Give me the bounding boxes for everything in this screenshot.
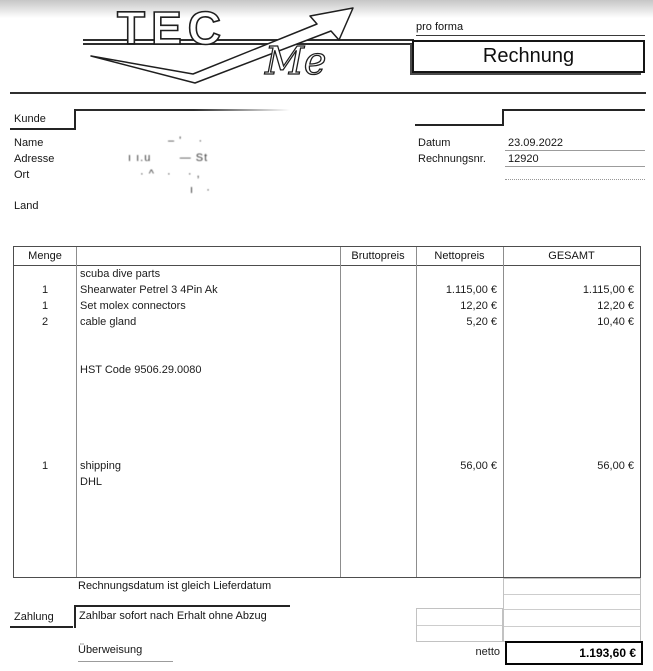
cell-gesamt — [503, 426, 640, 442]
delivery-note: Rechnungsdatum ist gleich Lieferdatum — [78, 580, 272, 592]
table-vline-1 — [76, 247, 77, 577]
cell-menge — [14, 330, 76, 346]
company-logo — [55, 4, 415, 84]
cell-bruttopreis — [340, 330, 416, 346]
cell-menge — [14, 490, 76, 506]
table-vline-4 — [503, 247, 504, 577]
zahlung-label: Zahlung — [14, 611, 54, 623]
cell-bruttopreis — [340, 458, 416, 474]
cell-nettopreis: 5,20 € — [466, 316, 497, 328]
cell-menge — [14, 410, 76, 426]
table-row — [14, 522, 640, 538]
cell-description — [76, 426, 340, 442]
zahlung-underline — [10, 626, 73, 628]
cell-nettopreis — [416, 506, 503, 522]
cell-description — [76, 346, 340, 362]
cell-bruttopreis — [340, 474, 416, 490]
cell-gesamt — [503, 394, 640, 410]
table-row — [14, 426, 640, 442]
redacted-name-value: – ' · — [168, 135, 204, 147]
total-amount-box — [505, 641, 643, 665]
cell-description — [76, 394, 340, 410]
cell-description — [76, 522, 340, 538]
rechnungsnr-label: Rechnungsnr. — [418, 153, 486, 165]
redacted-adresse-value: ı ı.u — St — [128, 152, 209, 164]
cell-gesamt — [503, 474, 640, 490]
kunde-box-vline — [74, 109, 76, 130]
cell-description — [76, 410, 340, 426]
land-label: Land — [14, 200, 39, 212]
gesamt-extension-cells — [503, 578, 641, 642]
cell-description — [76, 506, 340, 522]
cell-nettopreis — [416, 490, 503, 506]
cell-description: shipping — [80, 460, 121, 472]
cell-nettopreis — [416, 410, 503, 426]
cell-menge — [14, 442, 76, 458]
cell-menge — [14, 538, 76, 554]
cell-bruttopreis — [340, 522, 416, 538]
rechnungsnr-underline — [505, 166, 645, 167]
table-row — [14, 458, 640, 474]
table-row — [14, 474, 640, 490]
table-row — [14, 298, 640, 314]
kunde-box-topline — [76, 109, 290, 111]
cell-nettopreis — [416, 346, 503, 362]
cell-nettopreis — [416, 394, 503, 410]
payment-terms: Zahlbar sofort nach Erhalt ohne Abzug — [79, 610, 267, 622]
cell-nettopreis — [416, 378, 503, 394]
cell-menge — [14, 362, 76, 378]
cell-menge — [14, 346, 76, 362]
cell-description: cable gland — [80, 316, 137, 328]
table-row — [14, 506, 640, 522]
cell-gesamt — [503, 266, 640, 282]
cell-description — [76, 538, 340, 554]
table-row — [14, 410, 640, 426]
cell-gesamt: 10,40 € — [597, 316, 634, 328]
total-amount-value: 1.193,60 € — [579, 646, 636, 660]
cell-nettopreis — [416, 266, 503, 282]
cell-description: Shearwater Petrel 3 4Pin Ak — [80, 284, 218, 296]
table-row — [14, 282, 640, 298]
cell-gesamt — [503, 410, 640, 426]
cell-bruttopreis — [340, 506, 416, 522]
cell-bruttopreis — [340, 346, 416, 362]
cell-menge — [14, 474, 76, 490]
cell-description — [76, 490, 340, 506]
cell-bruttopreis — [340, 554, 416, 570]
redacted-ort-value: · ^ · · , — [140, 168, 201, 180]
table-row — [14, 490, 640, 506]
cell-gesamt — [503, 506, 640, 522]
cell-bruttopreis — [340, 410, 416, 426]
items-table-header — [14, 247, 640, 266]
cell-nettopreis — [416, 522, 503, 538]
cell-gesamt: 1.115,00 € — [582, 284, 634, 296]
cell-gesamt — [503, 362, 640, 378]
cell-bruttopreis — [340, 538, 416, 554]
redacted-extra-value: ı · — [190, 184, 211, 196]
kunde-underline — [10, 128, 75, 130]
cell-nettopreis — [416, 330, 503, 346]
table-row — [14, 554, 640, 570]
cell-menge — [14, 378, 76, 394]
cell-nettopreis — [416, 442, 503, 458]
ort-label: Ort — [14, 169, 30, 181]
cell-nettopreis — [416, 538, 503, 554]
table-row — [14, 346, 640, 362]
cell-description: HST Code 9506.29.0080 — [80, 364, 202, 376]
netto-extension-cells — [416, 608, 503, 642]
cell-menge: 1 — [41, 460, 49, 472]
cell-description — [76, 330, 340, 346]
table-row — [14, 362, 640, 378]
cell-gesamt — [503, 378, 640, 394]
cell-nettopreis — [416, 474, 503, 490]
table-vline-2 — [340, 247, 341, 577]
name-label: Name — [14, 137, 44, 149]
table-row — [14, 394, 640, 410]
cell-gesamt — [503, 522, 640, 538]
datum-underline — [505, 150, 645, 151]
cell-description: Set molex connectors — [80, 300, 186, 312]
cell-bruttopreis — [340, 266, 416, 282]
table-row — [14, 266, 640, 282]
customer-section-label: Kunde — [14, 113, 46, 125]
payment-method: Überweisung — [78, 644, 143, 656]
cell-description: scuba dive parts — [80, 268, 161, 280]
cell-bruttopreis — [340, 490, 416, 506]
pro-forma-label: pro forma — [416, 21, 645, 36]
cell-gesamt — [503, 330, 640, 346]
logo-text-tec: TEC — [117, 4, 227, 54]
cell-bruttopreis — [340, 426, 416, 442]
table-row — [14, 378, 640, 394]
cell-menge — [14, 522, 76, 538]
cell-gesamt — [503, 346, 640, 362]
cell-bruttopreis — [340, 298, 416, 314]
cell-bruttopreis — [340, 394, 416, 410]
cell-nettopreis — [416, 362, 503, 378]
cell-bruttopreis — [340, 442, 416, 458]
cell-bruttopreis — [340, 378, 416, 394]
cell-gesamt — [503, 538, 640, 554]
cell-nettopreis: 1.115,00 € — [445, 284, 497, 296]
table-row — [14, 314, 640, 330]
cell-gesamt — [503, 554, 640, 570]
cell-nettopreis: 12,20 € — [460, 300, 497, 312]
cell-gesamt — [503, 442, 640, 458]
cell-gesamt — [503, 490, 640, 506]
cell-gesamt: 12,20 € — [597, 300, 634, 312]
cell-bruttopreis — [340, 282, 416, 298]
table-row — [14, 442, 640, 458]
cell-description — [76, 378, 340, 394]
zahlung-box-vline — [74, 605, 76, 628]
cell-nettopreis — [416, 426, 503, 442]
info-box-leftline — [415, 124, 503, 126]
cell-nettopreis — [416, 554, 503, 570]
cell-gesamt: 56,00 € — [597, 460, 634, 472]
cell-menge — [14, 394, 76, 410]
table-row — [14, 330, 640, 346]
cell-nettopreis: 56,00 € — [460, 460, 497, 472]
logo-text-me: Me — [265, 39, 327, 83]
items-table-body — [14, 266, 640, 577]
payment-method-underline — [78, 661, 173, 662]
rechnungsnr-value: 12920 — [508, 153, 539, 165]
cell-menge — [14, 554, 76, 570]
info-box-topline — [503, 109, 645, 111]
table-vline-3 — [416, 247, 417, 577]
items-table — [13, 246, 641, 578]
cell-menge: 1 — [41, 300, 49, 312]
header-divider-line — [10, 92, 646, 94]
table-row — [14, 538, 640, 554]
cell-description — [76, 554, 340, 570]
cell-menge — [14, 426, 76, 442]
info-dotted-line — [505, 179, 645, 181]
cell-bruttopreis — [340, 362, 416, 378]
col-header-menge: Menge — [28, 250, 62, 262]
cell-description — [76, 442, 340, 458]
datum-label: Datum — [418, 137, 451, 149]
col-header-nettopreis: Nettopreis — [434, 250, 485, 262]
cell-menge: 1 — [41, 284, 49, 296]
zahlung-box-topline — [76, 605, 290, 607]
tec-me-logo-graphic — [55, 4, 415, 84]
cell-menge — [14, 266, 76, 282]
document-title: Rechnung — [482, 45, 575, 67]
netto-label: netto — [475, 646, 500, 658]
document-title-box — [412, 40, 645, 73]
col-header-bruttopreis: Bruttopreis — [351, 250, 405, 262]
cell-description: DHL — [80, 476, 103, 488]
col-header-desc — [76, 247, 340, 265]
cell-menge: 2 — [41, 316, 49, 328]
col-header-gesamt: GESAMT — [548, 250, 595, 262]
cell-menge — [14, 506, 76, 522]
adresse-label: Adresse — [14, 153, 55, 165]
datum-value: 23.09.2022 — [508, 137, 564, 149]
cell-bruttopreis — [340, 314, 416, 330]
